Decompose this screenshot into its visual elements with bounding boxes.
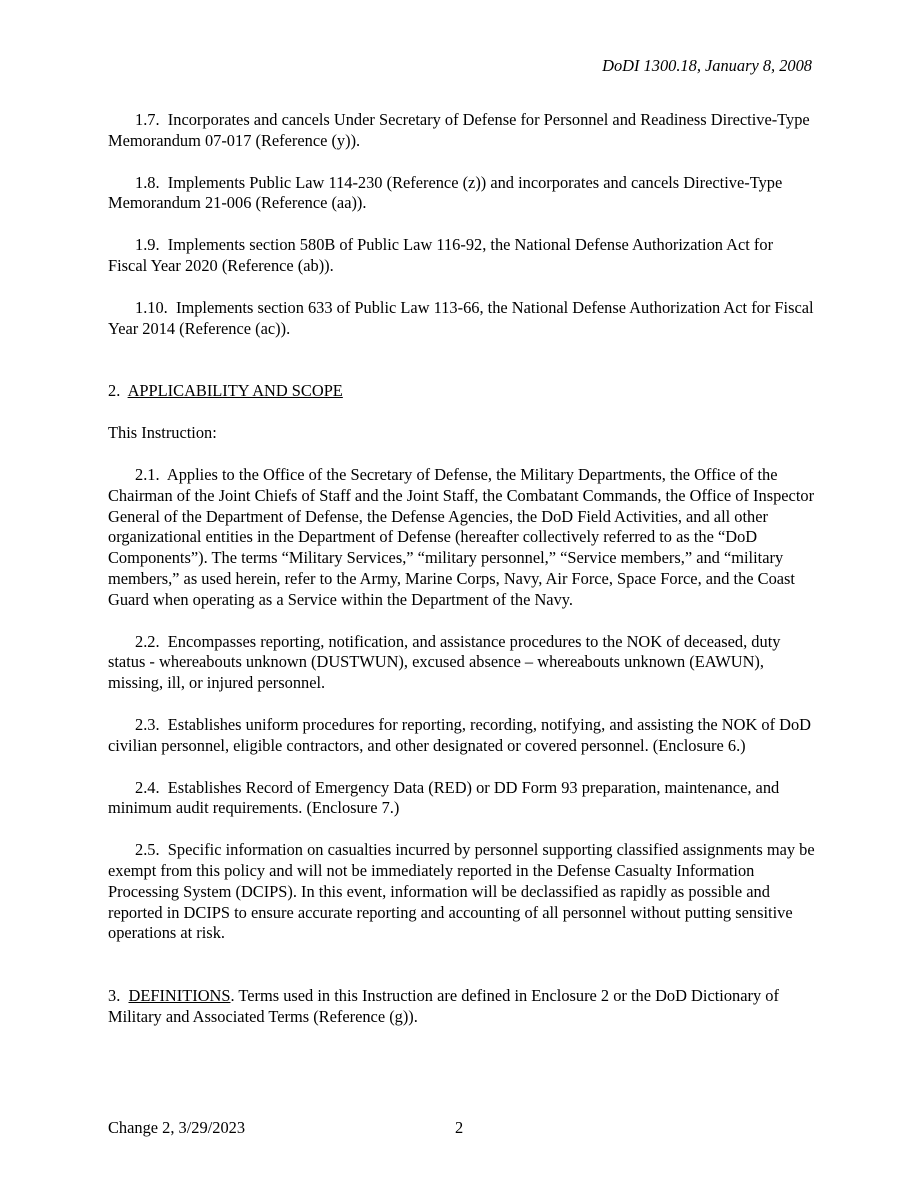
section-2-heading [108,381,815,402]
paragraph-number: 1.10. [135,297,168,317]
section-2-intro: This Instruction: [108,423,217,443]
section-3-definitions [108,986,815,1028]
paragraph-text: Establishes Record of Emergency Data (RED) or DD Form 93 preparation, maintenance, and minimum audit requirements. (Enclosure 7.) [108,777,780,818]
document-body [108,110,815,1028]
paragraph-number: 2.4. [135,777,160,797]
paragraph-number: 2.2. [135,631,160,651]
paragraph-text: Implements section 633 of Public Law 113-66, the National Defense Authorization Act for Fiscal Year 2014 (Reference (ac)). [108,297,814,338]
paragraph-2-4 [108,778,815,820]
page-number: 2 [455,1118,464,1137]
paragraph-text: Encompasses reporting, notification, and assistance procedures to the NOK of deceased, duty status - whereabouts unknown (DUSTWUN), excused absence – whereabouts unknown (EAWUN), missing, ill, or injured personnel. [108,631,781,693]
paragraph-number: 1.8. [135,172,160,192]
section-number: 3. [108,986,121,1006]
paragraph-text: Specific information on casualties incurred by personnel supporting classified assignments may be exempt from this policy and will not be immediately reported in the Defense Casualty Information Processing System (DCIPS). In this event, information will be declassified as rapidly as possible and reported in DCIPS to ensure accurate reporting and accounting of all personnel without putting sensitive operations at risk. [108,840,815,943]
section-number: 2. [108,381,121,401]
paragraph-2-1 [108,465,815,611]
paragraph-number: 2.5. [135,840,160,860]
paragraph-number: 1.9. [135,235,160,255]
section-title: APPLICABILITY AND SCOPE [127,381,343,401]
paragraph-text: Implements section 580B of Public Law 116-92, the National Defense Authorization Act for Fiscal Year 2020 (Reference (ab)). [108,235,774,275]
paragraph-number: 2.1. [135,464,160,484]
paragraph-text: Implements Public Law 114-230 (Reference (z)) and incorporates and cancels Directive-Type Memorandum 21-006 (Reference (aa)). [108,172,783,213]
paragraph-1-9 [108,235,815,277]
paragraph-number: 1.7. [135,110,160,129]
paragraph-2-5 [108,840,815,944]
footer-change-date: Change 2, 3/29/2023 [108,1118,246,1137]
section-text: . Terms used in this Instruction are defined in Enclosure 2 or the DoD Dictionary of Military and Associated Terms (Reference (g)). [108,986,779,1026]
paragraph-text: Applies to the Office of the Secretary of Defense, the Military Departments, the Office of the Chairman of the Joint Chiefs of Staff and the Joint Staff, the Combatant Commands, the Office of Inspector General of the Department of Defense, the Defense Agencies, the DoD Field Activities, and all other organizational entities in the Department of Defense (hereafter collectively referred to as the “DoD Components”). The terms “Military Services,” “military personnel,” “Service members,” and “military members,” as used herein, refer to the Army, Marine Corps, Navy, Air Force, Space Force, and the Coast Guard when operating as a Service within the Department of the Navy. [108,464,815,609]
paragraph-number: 2.3. [135,714,160,734]
paragraph-2-2 [108,632,815,694]
paragraph-text: Incorporates and cancels Under Secretary of Defense for Personnel and Readiness Directive-Type Memorandum 07-017 (Reference (y)). [108,110,810,150]
paragraph-1-7 [108,110,815,152]
document-header: DoDI 1300.18, January 8, 2008 [602,56,812,75]
section-title: DEFINITIONS [128,986,231,1006]
paragraph-2-3 [108,715,815,757]
paragraph-1-8 [108,173,815,215]
paragraph-text: Establishes uniform procedures for reporting, recording, notifying, and assisting the NOK of DoD civilian personnel, eligible contractors, and other designated or covered personnel. (Enclosure 6.) [108,714,811,755]
paragraph-1-10 [108,298,815,340]
